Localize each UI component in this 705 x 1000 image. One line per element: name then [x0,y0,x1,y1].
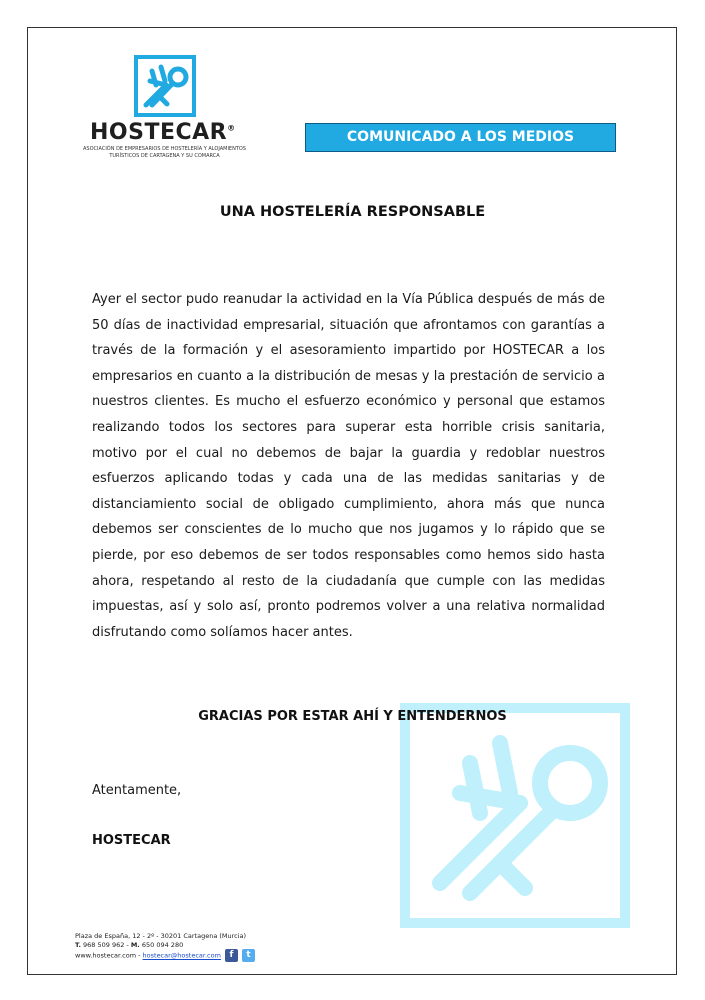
facebook-icon[interactable]: f [225,949,238,962]
phone-label: T. [75,940,81,949]
body-paragraph: Ayer el sector pudo reanudar la actividad en la Vía Pública después de más de 50 días de inactividad empresarial, situación que afrontamos con garantías a través de la formación y el asesoramiento impartido por HOSTECAR a los empresarios en cuanto a la distribución de mesas y la prestación de servicio a nuestros clientes. Es mucho el esfuerzo económico y personal que estamos realizando todos los sectores para superar esta horrible crisis sanitaria, motivo por el cual no debemos de bajar la guardia y redoblar nuestros esfuerzos aplicando todas y cada una de las medidas sanitarias y de distanciamiento social de obligado cumplimiento, ahora más que nunca debemos ser conscientes de lo mucho que nos jugamos y lo rápido que se pierde, por eso debemos de ser todos responsables como hemos sido hasta ahora, respetando al resto de la ciudadanía que cumple con las medidas impuestas, así y solo así, pronto podremos volver a una relativa normalidad disfrutando como solíamos hacer antes. [92,292,605,640]
fork-key-watermark-icon [400,703,630,928]
footer-phones [75,941,255,950]
document-title: UNA HOSTELERÍA RESPONSABLE [219,204,486,220]
regards-text: Atentamente, [92,783,182,798]
closing-line: GRACIAS POR ESTAR AHÍ Y ENTENDERNOS [198,709,507,724]
brand-subtitle [62,146,267,160]
website-link[interactable]: www.hostecar.com - [75,951,141,960]
fork-key-logo-icon [134,55,196,117]
brand-name: HOSTECAR® [90,120,236,145]
footer-address: Plaza de España, 12 - 2º - 30201 Cartagena (Murcia) [75,932,247,940]
press-release-banner: COMUNICADO A LOS MEDIOS [305,123,616,152]
footer [75,932,255,962]
twitter-icon[interactable]: t [242,949,255,962]
footer-web [75,949,255,962]
brand-subtitle-line2: TURÍSTICOS DE CARTAGENA Y SU COMARCA [109,153,220,159]
mobile-label: M. [130,940,140,949]
phone-number: 968 509 962 - [83,940,129,949]
brand-subtitle-line1: ASOCIACIÓN DE EMPRESARIOS DE HOSTELERÍA Y ALOJAMIENTOS [83,146,246,152]
registered-mark: ® [227,123,236,133]
signature: HOSTECAR [92,833,171,848]
mobile-number: 650 094 280 [141,940,184,949]
email-link[interactable]: hostecar@hostecar.com [142,951,221,960]
